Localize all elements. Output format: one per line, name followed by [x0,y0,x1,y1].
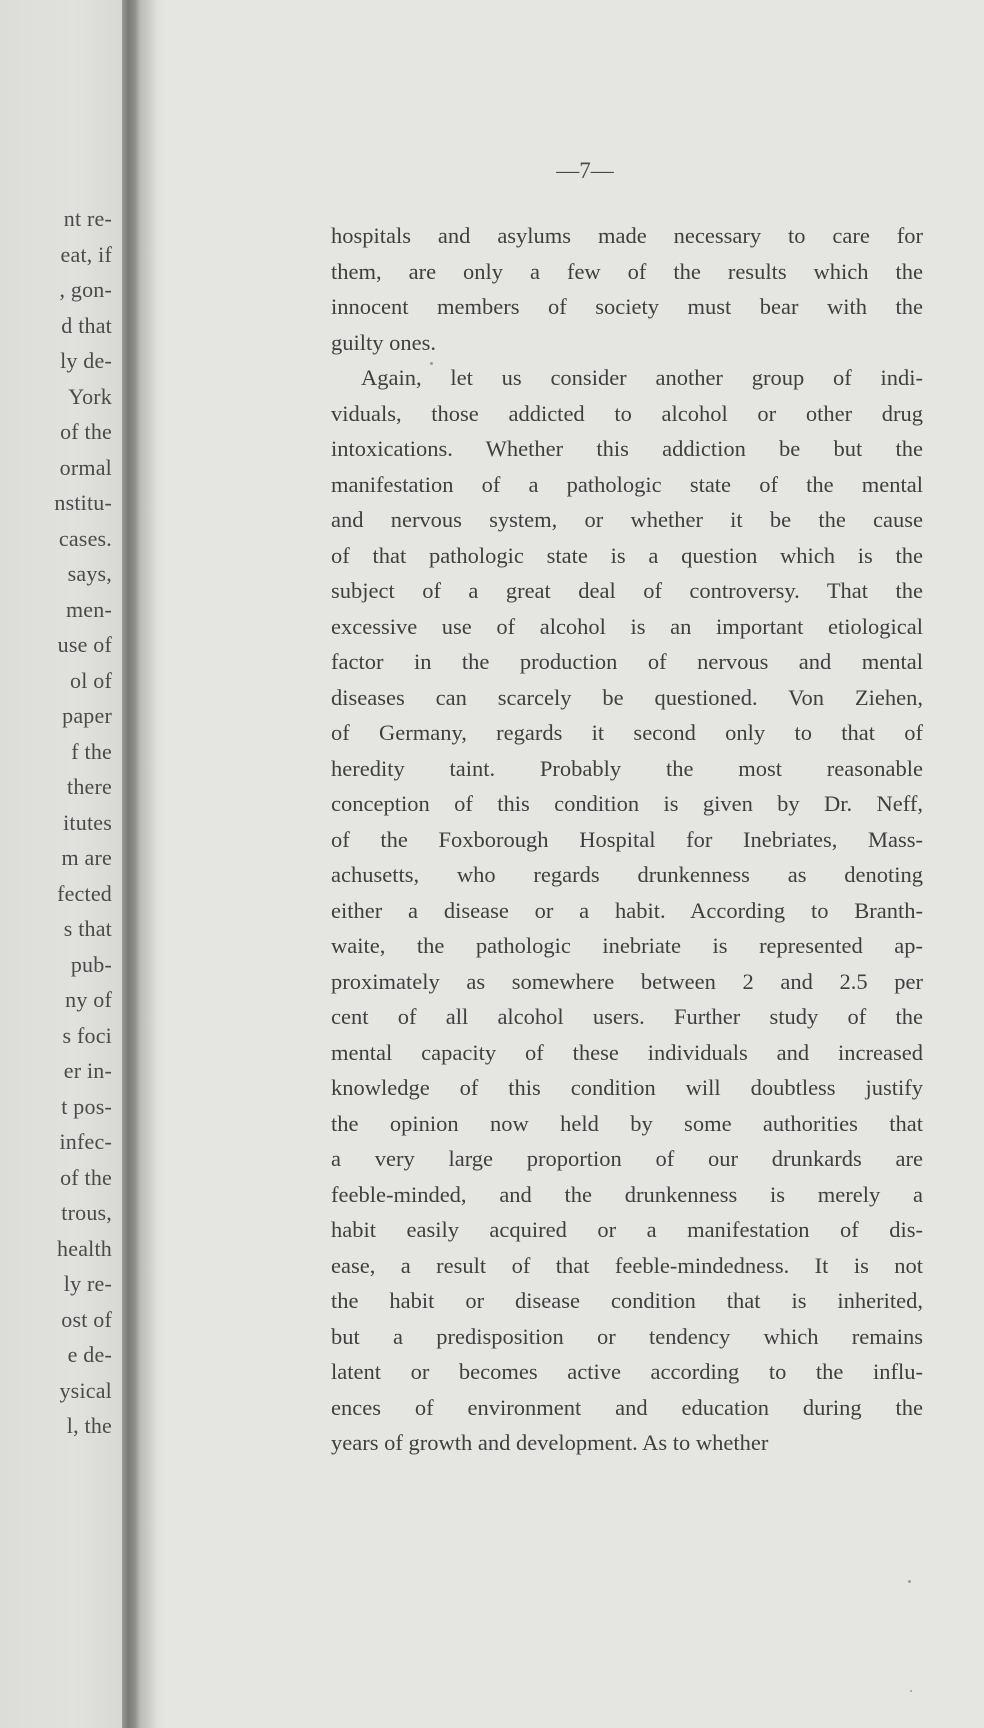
facing-page-line: m are [61,845,112,870]
facing-page-line: ly re- [63,1271,112,1296]
facing-page-line: pub- [70,951,112,977]
text-line: the habit or disease condition that is inherited, [331,1288,923,1313]
facing-page-line: of the [60,1164,112,1190]
facing-page-line: York [68,383,112,409]
facing-page-line: s foci [62,1022,112,1048]
facing-page-line: ormal [59,454,112,480]
text-line: proximately as somewhere between 2 and 2.5 per [331,968,923,994]
paper-speck [910,1690,912,1692]
facing-page-line: says, [67,561,112,586]
facing-page-line: of the [60,419,112,444]
facing-page-line: health [57,1235,112,1261]
page-body-text [331,218,923,1461]
facing-page-line: cases. [58,525,112,551]
facing-page-line: nt re- [63,206,112,231]
facing-page-line: s that [63,916,112,941]
text-line: heredity taint. Probably the most reasonable [331,755,923,781]
gutter-shadow [140,0,166,1728]
text-line: years of growth and development. As to whether [331,1430,769,1455]
text-line: intoxications. Whether this addiction be but the [331,436,923,461]
text-line: ease, a result of that feeble-mindedness. It is not [331,1252,923,1278]
facing-page-line: fected [57,880,112,906]
paper-speck [908,1580,911,1583]
facing-page-line: ol of [70,667,112,693]
facing-page-line: men- [65,596,112,622]
facing-page [0,0,122,1728]
facing-page-line: er in- [63,1058,112,1083]
text-line: guilty ones. [331,329,436,355]
facing-page-line: nstitu- [54,490,112,515]
text-line: manifestation of a pathologic state of the mental [331,471,923,497]
page-number: —7— [556,158,614,183]
facing-page-text [0,201,112,1444]
main-page [140,0,984,1728]
book-gutter [122,0,140,1728]
text-line: of that pathologic state is a question which is the [331,542,923,568]
text-line: conception of this condition is given by Dr. Neff, [331,791,923,816]
text-line: of the Foxborough Hospital for Inebriates, Mass- [331,826,923,852]
text-line: and nervous system, or whether it be the cause [331,507,923,532]
facing-page-line: , gon- [59,277,112,302]
facing-page-line: ny of [65,987,112,1012]
text-line: them, are only a few of the results which the [331,258,923,284]
facing-page-line: d that [61,312,112,338]
text-line: achusetts, who regards drunkenness as denoting [331,862,923,887]
facing-page-line: paper [62,703,112,728]
text-line: ences of environment and education during the [331,1394,923,1420]
facing-page-line: l, the [66,1413,112,1438]
text-line: excessive use of alcohol is an important etiological [331,613,923,639]
facing-page-line: eat, if [60,241,112,267]
facing-page-line: infec- [59,1129,112,1154]
text-line: a very large proportion of our drunkards are [331,1146,923,1171]
facing-page-line: itutes [63,809,112,835]
text-line: hospitals and asylums made necessary to care for [331,223,923,248]
text-line: viduals, those addicted to alcohol or other drug [331,400,923,426]
facing-page-line: t pos- [61,1093,112,1119]
text-line: of Germany, regards it second only to that of [331,720,923,745]
text-line: knowledge of this condition will doubtless justify [331,1075,923,1100]
facing-page-line: e de- [67,1342,112,1367]
text-line: either a disease or a habit. According to Branth- [331,897,923,923]
text-line: factor in the production of nervous and mental [331,649,923,674]
facing-page-line: ost of [61,1306,112,1332]
text-line: the opinion now held by some authorities that [331,1110,923,1136]
text-line: mental capacity of these individuals and increased [331,1039,923,1065]
facing-page-line: trous, [61,1200,112,1225]
text-line: waite, the pathologic inebriate is represented ap- [331,933,923,958]
text-line: but a predisposition or tendency which remains [331,1323,923,1349]
facing-page-line: ysical [59,1377,112,1403]
text-line: habit easily acquired or a manifestation of dis- [331,1217,923,1242]
paper-speck [430,362,433,365]
facing-page-line: use of [57,632,112,657]
text-line: subject of a great deal of controversy. That the [331,578,923,603]
facing-page-line: ly de- [60,348,112,373]
text-line: diseases can scarcely be questioned. Von Ziehen, [331,684,923,710]
text-line: latent or becomes active according to the influ- [331,1359,923,1384]
text-line: innocent members of society must bear with the [331,294,923,319]
text-line: feeble-minded, and the drunkenness is merely a [331,1181,923,1207]
facing-page-line: there [67,774,112,799]
facing-page-line: f the [71,738,112,764]
text-line: cent of all alcohol users. Further study of the [331,1004,923,1029]
text-line: Again, let us consider another group of indi- [361,365,923,390]
